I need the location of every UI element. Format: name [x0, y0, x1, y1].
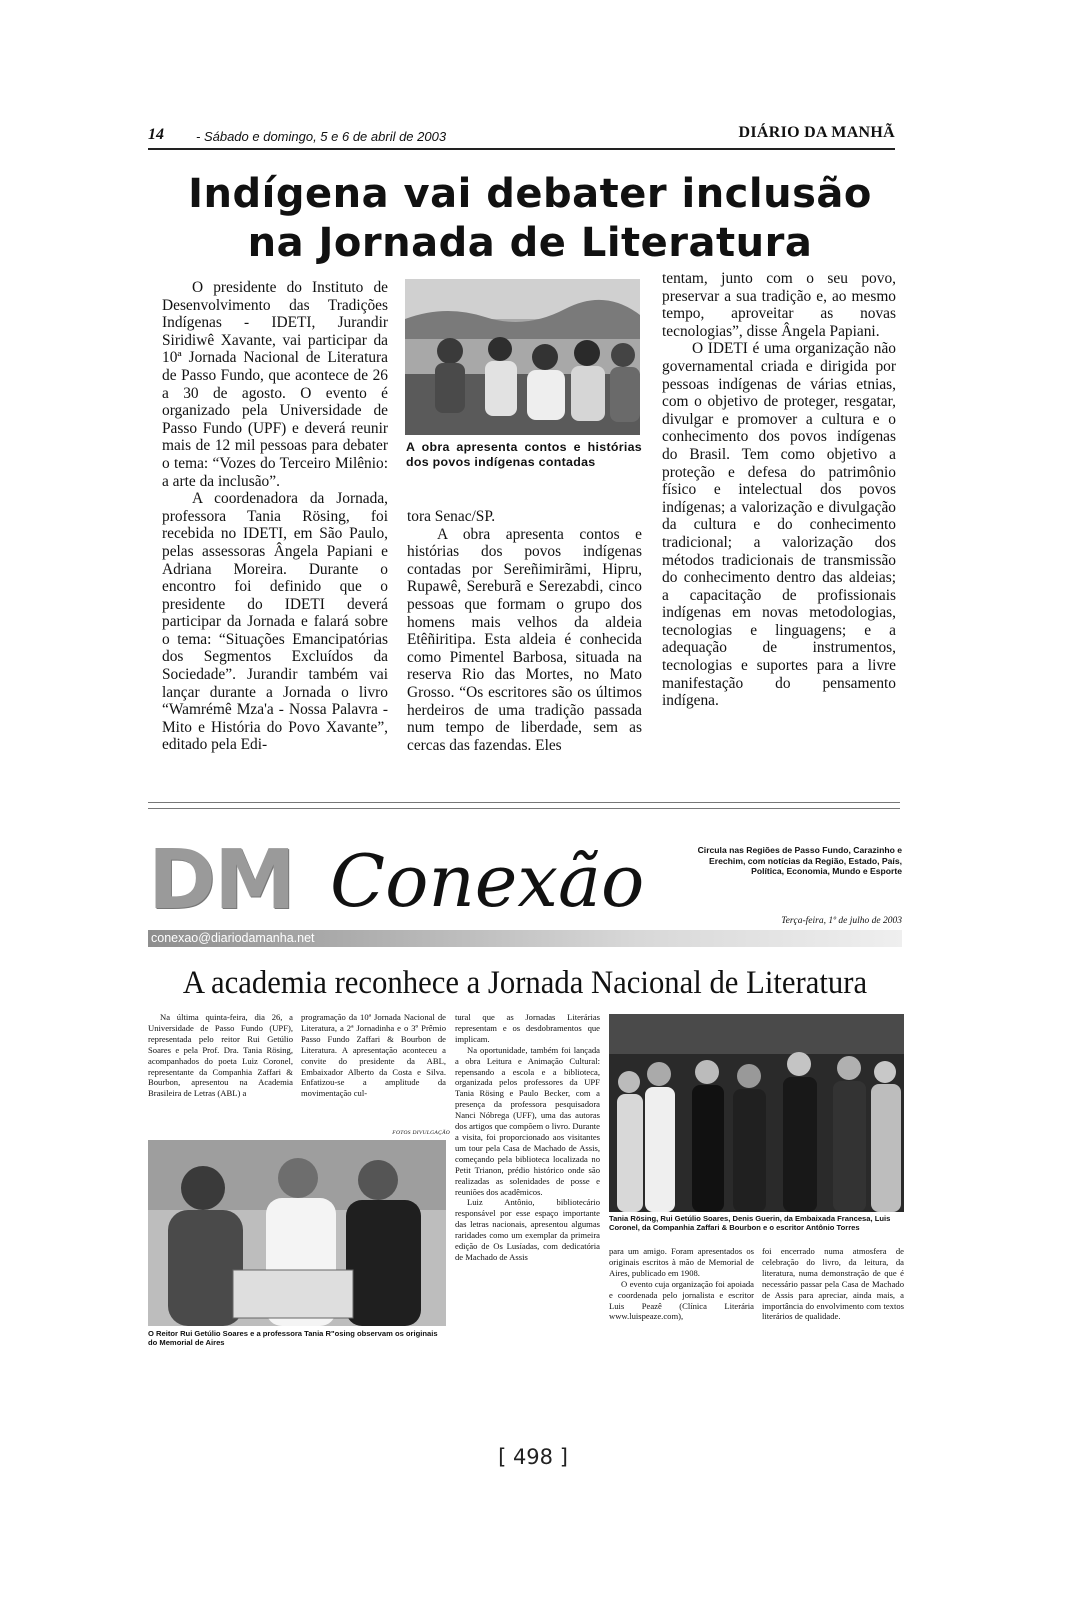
article2-column-4	[609, 1246, 754, 1322]
logo-dm: DM	[148, 833, 294, 928]
paragraph: para um amigo. Foram apresentados os originais escritos à mão de Memorial de Aires, publicado em 1908.	[609, 1246, 754, 1278]
headline	[140, 170, 920, 268]
headline-line1: Indígena vai debater inclusão	[188, 171, 872, 217]
paragraph: tentam, junto com o seu povo, preservar a sua tradição e, ao mesmo tempo, aproveitar as novas tecnologias”, disse Ângela Papiani.	[662, 270, 896, 340]
article2-column-1	[148, 1012, 293, 1099]
paragraph: tora Senac/SP.	[407, 508, 496, 525]
issue-date: Terça-feira, 1º de julho de 2003	[781, 916, 902, 926]
article1-column-1	[162, 279, 388, 754]
circulation-note: Circula nas Regiões de Passo Fundo, Carazinho e Erechim, com notícias da Região, Estado, País, Política, Economia, Mundo e Esporte	[697, 845, 902, 876]
headline-2: A academia reconhece a Jornada Nacional de Literatura	[182, 965, 868, 1001]
paragraph: A coordenadora da Jornada, professora Tania Rösing, foi recebida no IDETI, em São Paulo, pelas assessoras Ângela Papiani e Adriana Moreira. Durante o encontro foi definido que o presidente do IDETI deverá participar da Jornada e falará sobre o tema: “Situações Emancipatórias dos Segmentos Excluídos da Sociedade”. Jurandir também vai lançar durante a Jornada o livro “Wamrémê Mza'a - Nossa Palavra - Mito e História do Povo Xavante”, editado pela Edi-	[162, 490, 388, 754]
paragraph: A obra apresenta contos e histórias dos povos indígenas contadas por Sereñimirãmi, Hipru, Rupawê, Sereburã e Serezabdi, cinco pessoas que formam o grupo dos homens mais velhos da aldeia Etêñiritipa. Esta aldeia é conhecida como Pimentel Barbosa, situada na reserva Rio das Mortes, no Mato Grosso. “Os escritores são os últimos herdeiros de uma tradição passada num tempo de liberdade, sem as cercas das fazendas. Eles	[407, 525, 642, 754]
photo-credit: FOTOS DIVULGAÇÃO	[392, 1130, 450, 1136]
photo-caption-right: Tania Rösing, Rui Getúlio Soares, Denis Guerin, da Embaixada Francesa, Luis Coronel, da Companhia Zaffari & Bourbon e o escritor Antônio Torres	[609, 1214, 891, 1232]
article2-column-2	[301, 1012, 446, 1099]
email-address: conexao@diariodamanha.net	[151, 931, 315, 945]
dateline: - Sábado e domingo, 5 e 6 de abril de 2003	[196, 129, 447, 144]
paragraph: O evento cuja organização foi apoiada e coordenada pelo jornalista e escritor Luis Peazê (Clínica Literária www.luispeaze.com),	[609, 1278, 754, 1322]
page-label: [ 498 ]	[498, 1445, 568, 1469]
group-photo	[609, 1014, 904, 1212]
paragraph: Na última quinta-feira, dia 26, a Universidade de Passo Fundo (UPF), representada pelo reitor Rui Getúlio Soares e pela Prof. Dra. Tania Rösing, acompanhados do poeta Luiz Coronel, representante da Companhia Zaffari & Bourbon, apresentou na Academia Brasileira de Letras (ABL) a	[148, 1012, 293, 1099]
page-number: 14	[148, 126, 164, 143]
paragraph: Luiz Antônio, bibliotecário responsável por esse espaço importante das letras nacionais, apresentou algumas raridades como um exemplar da primeira edição de Os Lusíadas, com dedicatória de Machado de Assis	[455, 1197, 600, 1262]
article1-column-3	[662, 270, 896, 710]
article2-column-3	[455, 1012, 600, 1263]
clipping1-header	[148, 124, 895, 150]
email-bar	[148, 930, 902, 947]
newspaper-name: DIÁRIO DA MANHÃ	[738, 124, 895, 141]
photo-caption: A obra apresenta contos e histórias dos povos indígenas contadas	[406, 440, 642, 469]
paragraph: Na oportunidade, também foi lançada a obra Leitura e Animação Cultural: repensando a escola e a biblioteca, organizada pelos professores da UPF Tania Rösing e Paulo Becker, com a presença da professora pesquisadora Nanci Nóbrega (UFF), uma das autoras dos artigos que compõem o livro. Durante a visita, foi proporcionado aos visitantes um tour pela Casa de Machado de Assis, começando pela biblioteca localizada no Petit Trianon, prédio histórico onde são realizadas as solenidades de posse e reuniões dos acadêmicos.	[455, 1044, 600, 1197]
article1-column-2	[407, 508, 642, 754]
logo-conexao: Conexão	[330, 839, 645, 923]
paragraph: foi encerrado numa atmosfera de celebração do livro, da leitura, da literatura, numa demonstração de que é necessário passar pela Casa de Machado de Assis para apreciar, ainda mais, a importância do envolvimento com textos literários de qualidade.	[762, 1246, 904, 1322]
article2-column-5	[762, 1246, 904, 1322]
paragraph: O IDETI é uma organização não governamental criada e dirigida por pessoas indígenas de várias etnias, com o objetivo de proteger, resgatar, divulgar e promover a cultura e o conhecimento dos povos indígenas do Brasil. Tem como objetivo a proteção e defesa do patrimônio físico e intelectual dos povos indígenas; a valorização e divulgação da cultura e do conhecimento tradicional; a valorização dos métodos tradicionais de transmissão do conhecimento dentro das aldeias; a capacitação de profissionais indígenas em novas metodologias, tecnologias e linguagens; e a adequação de instrumentos, tecnologias e suportes para a livre manifestação do pensamento indígena.	[662, 340, 896, 710]
paragraph: programação da 10ª Jornada Nacional de Literatura, a 2ª Jornadinha e o 3º Prêmio Passo Fundo Zaffari & Bourbon de Literatura. A apresentação aconteceu a convite do presidente da ABL, Embaixador Alberto da Costa e Silva. Enfatizou-se a amplitude da movimentação cul-	[301, 1012, 446, 1099]
paragraph: tural que as Jornadas Literárias representam e os desdobramentos que implicam.	[455, 1012, 600, 1044]
section-divider	[148, 802, 900, 809]
headline-line2: na Jornada de Literatura	[247, 220, 813, 266]
photo-caption-left: O Reitor Rui Getúlio Soares e a professora Tania R"osing observam os originais do Memorial de Aires	[148, 1329, 438, 1347]
paragraph: O presidente do Instituto de Desenvolvimento das Tradições Indígenas - IDETI, Jurandir Siridiwê Xavante, vai participar da 10ª Jornada Nacional de Literatura de Passo Fundo, que acontece de 26 a 30 de agosto. O evento é organizado pela Universidade de Passo Fundo (UPF) e deverá reunir mais de 12 mil pessoas para debater o tema: “Vozes do Terceiro Milênio: a arte da inclusão”.	[162, 279, 388, 490]
rector-and-professor-photo	[148, 1140, 446, 1326]
indigenous-elders-photo	[405, 279, 640, 435]
